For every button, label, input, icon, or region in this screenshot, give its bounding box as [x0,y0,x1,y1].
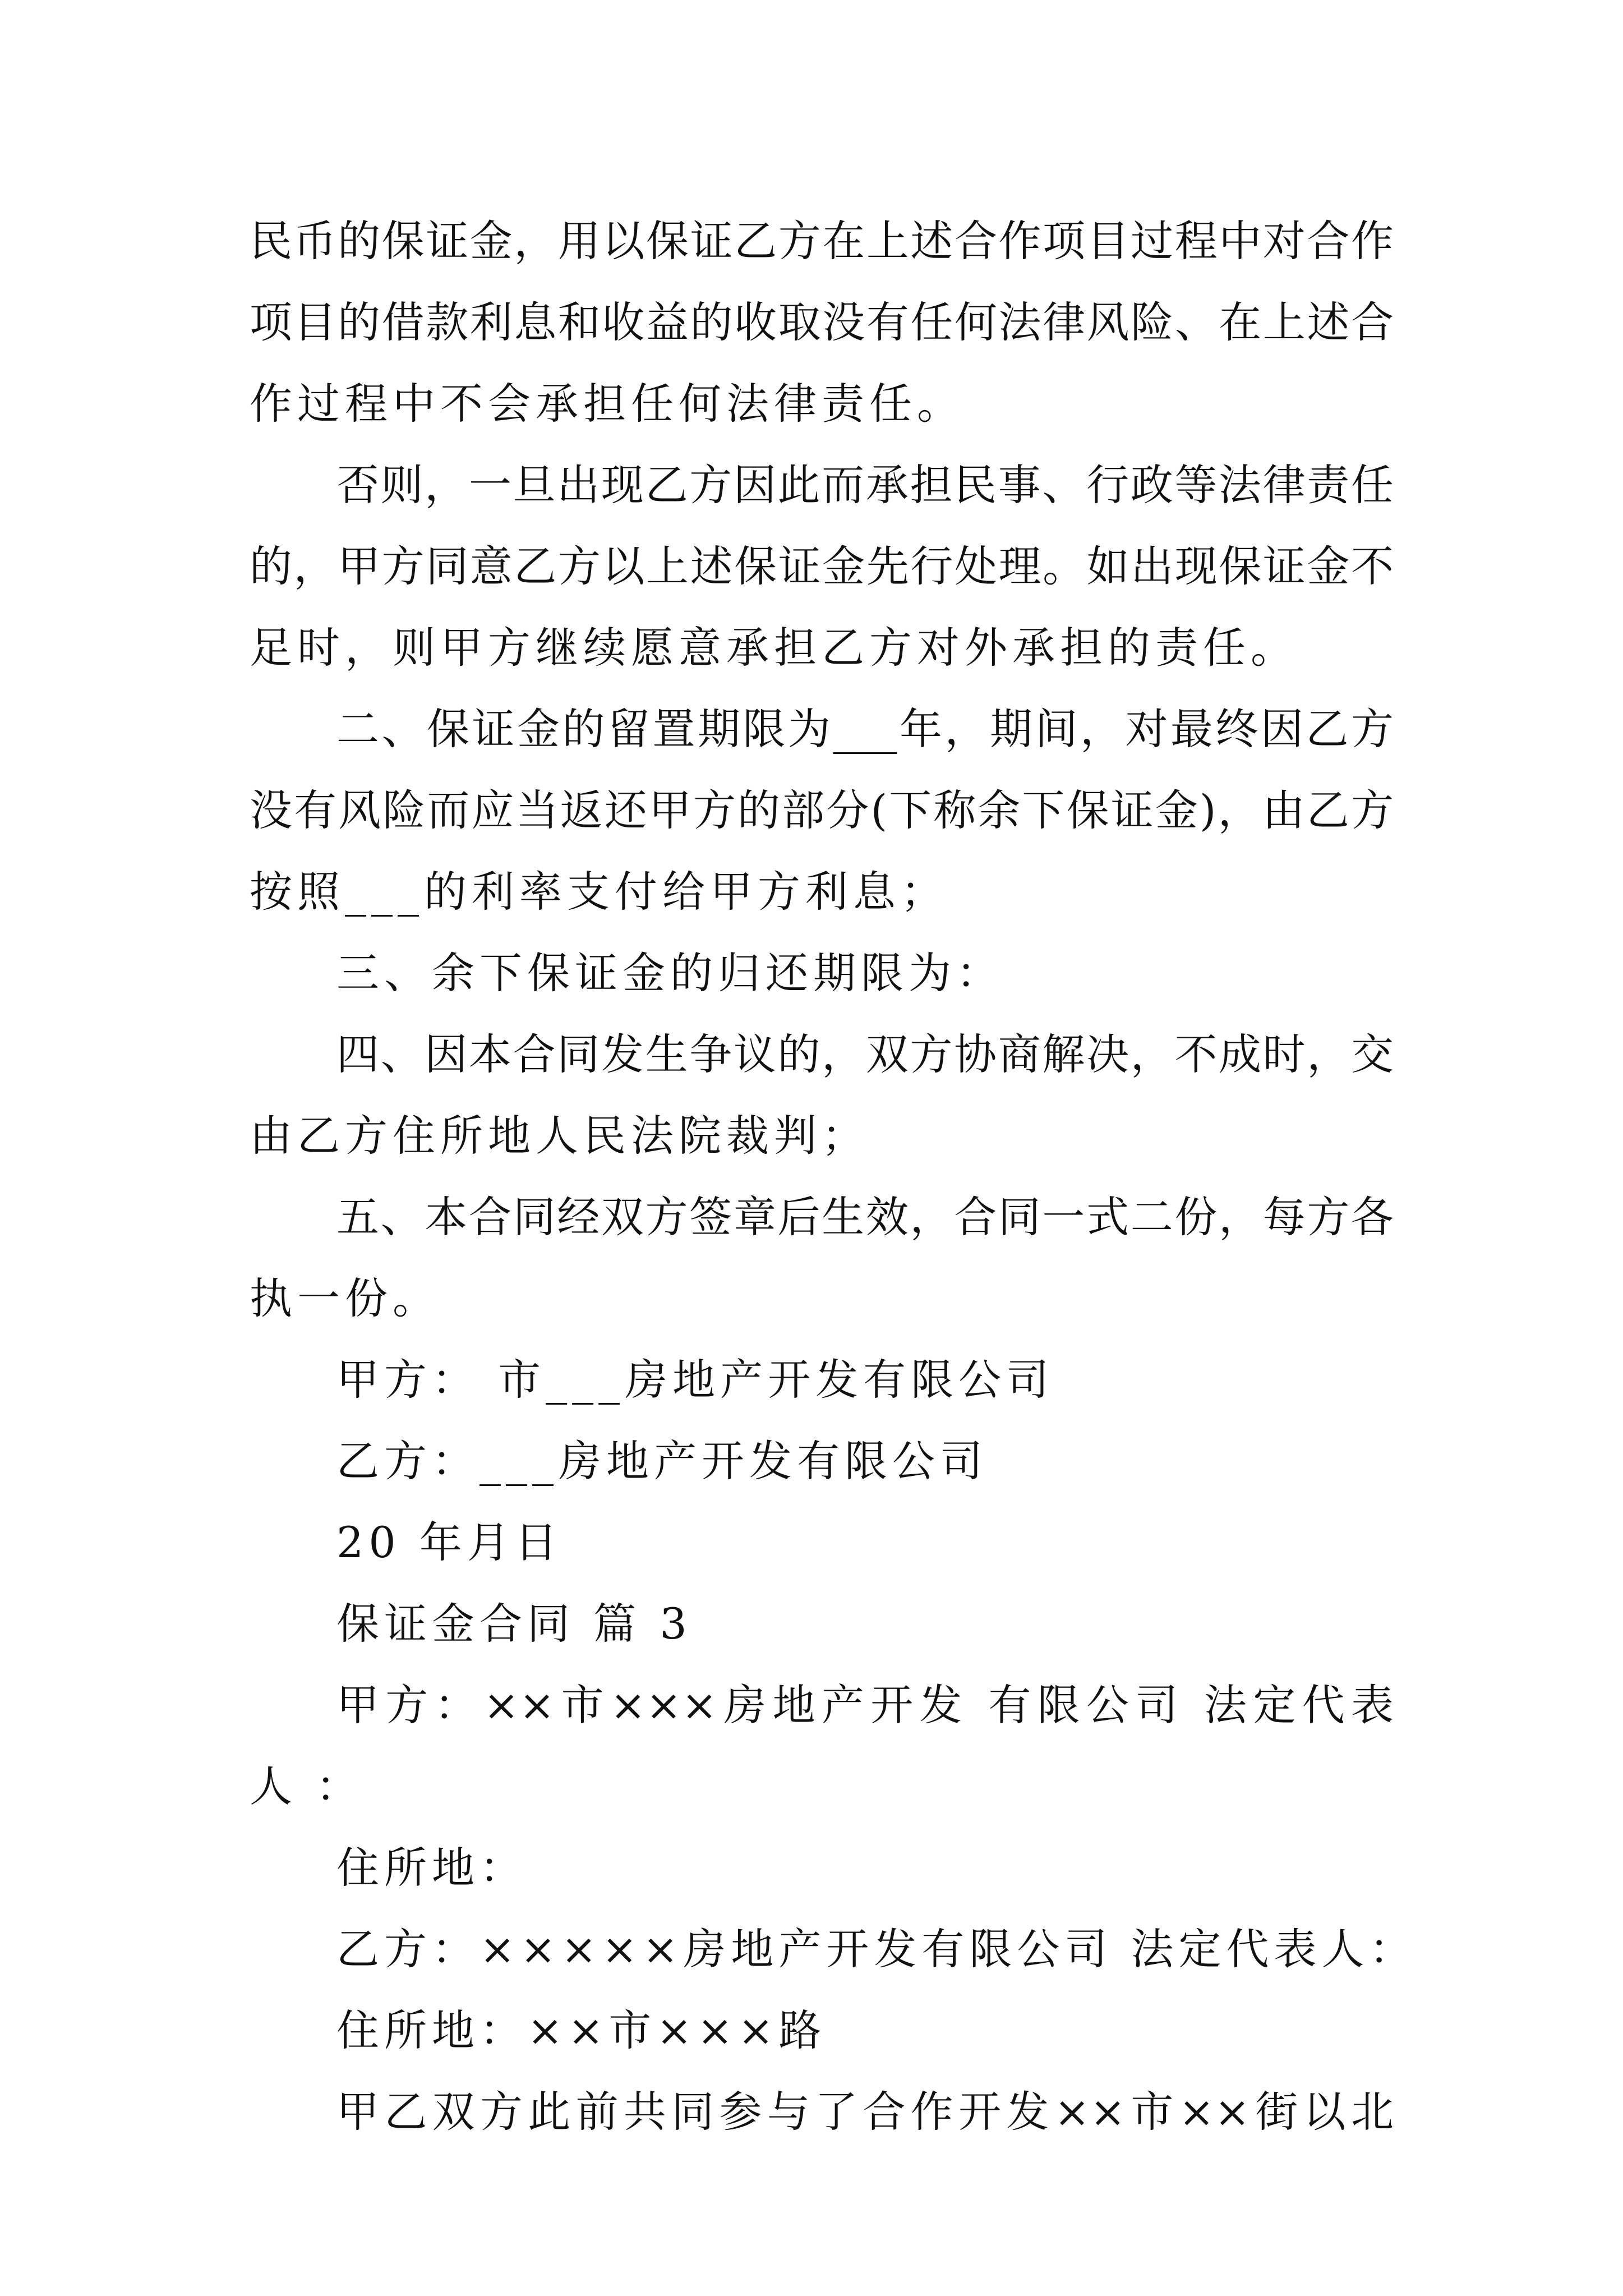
text-line: 足时，则甲方继续愿意承担乙方对外承担的责任。 [250,623,1298,673]
text-line: 甲乙双方此前共同参与了合作开发××市××街以北 [336,2087,1394,2137]
text-line: 四、因本合同发生争议的，双方协商解决，不成时，交 [336,1029,1394,1079]
text-line: 作过程中不会承担任何法律责任。 [250,379,965,429]
text-line: 执一份。 [250,1273,440,1323]
text-line: 没有风险而应当返还甲方的部分(下称余下保证金)，由乙方 [250,785,1394,835]
section-title: 保证金合同 篇 3 [336,1599,692,1649]
text-line: 的，甲方同意乙方以上述保证金先行处理。如出现保证金不 [250,541,1394,591]
date-line: 20 年月日 [336,1517,562,1567]
text-line: 住所地： [336,1843,527,1893]
text-line: 甲方：××市×××房地产开发 有限公司 法定代表 [336,1680,1394,1730]
text-line: 住所地：××市×××路 [336,2005,827,2055]
signature-party-b: 乙方：___房地产开发有限公司 [336,1436,988,1486]
text-line: 按照___的利率支付给甲方利息； [250,867,948,917]
text-line: 否则，一旦出现乙方因此而承担民事、行政等法律责任 [336,460,1394,510]
text-line: 五、本合同经双方签章后生效，合同一式二份，每方各 [336,1192,1394,1242]
text-line: 项目的借款利息和收益的收取没有任何法律风险、在上述合 [250,297,1394,347]
text-line: 民币的保证金，用以保证乙方在上述合作项目过程中对合作 [250,216,1394,266]
text-line: 二、保证金的留置期限为___年，期间，对最终因乙方 [336,704,1394,754]
text-line: 由乙方住所地人民法院裁判； [250,1111,869,1161]
text-line: 三、余下保证金的归还期限为： [336,948,1004,998]
text-line: 人 ： [250,1761,364,1811]
signature-party-a: 甲方： 市___房地产开发有限公司 [336,1355,1054,1405]
text-line: 乙方：×××××房地产开发有限公司 法定代表人： [336,1924,1417,1974]
